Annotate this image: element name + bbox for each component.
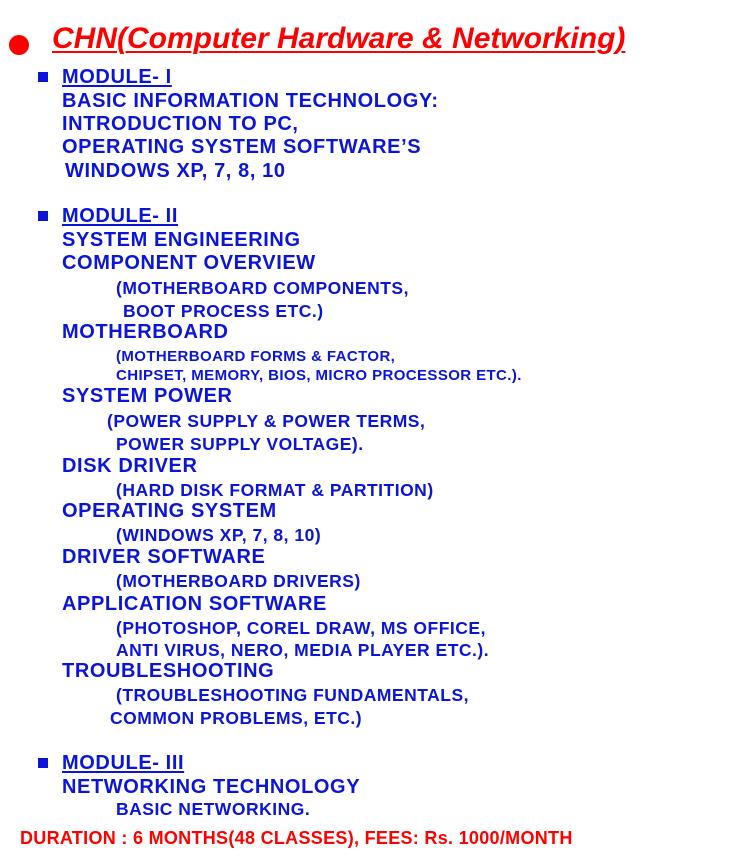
module-2-detail: (PHOTOSHOP, COREL DRAW, MS OFFICE, <box>116 618 486 638</box>
module-1-line: WINDOWS XP, 7, 8, 10 <box>65 160 286 182</box>
module-2-detail: (MOTHERBOARD FORMS & FACTOR, <box>116 348 396 365</box>
module-2-detail: POWER SUPPLY VOLTAGE). <box>116 434 364 454</box>
duration-fees-footer: DURATION : 6 MONTHS(48 CLASSES), FEES: Rs. 1000/MONTH <box>20 828 573 848</box>
page-title: CHN(Computer Hardware & Networking) <box>52 22 626 55</box>
module-2-bullet-icon <box>38 211 48 221</box>
module-2-detail: (POWER SUPPLY & POWER TERMS, <box>107 411 426 431</box>
module-2-heading: MODULE- II <box>62 205 178 227</box>
module-2-detail: (MOTHERBOARD COMPONENTS, <box>116 278 409 298</box>
module-1-line: OPERATING SYSTEM SOFTWARE’S <box>62 136 422 158</box>
module-3-bullet-icon <box>38 758 48 768</box>
module-2-topic: DISK DRIVER <box>62 455 198 477</box>
module-2-topic: SYSTEM ENGINEERING <box>62 229 301 251</box>
module-2-topic: TROUBLESHOOTING <box>62 660 275 682</box>
module-2-detail: BOOT PROCESS ETC.) <box>123 301 324 321</box>
module-1-bullet-icon <box>38 72 48 82</box>
module-2-detail: (WINDOWS XP, 7, 8, 10) <box>116 525 322 545</box>
module-1-line: INTRODUCTION TO PC, <box>62 113 299 135</box>
module-2-topic: COMPONENT OVERVIEW <box>62 252 316 274</box>
module-1-heading: MODULE- I <box>62 66 172 88</box>
module-1-line: BASIC INFORMATION TECHNOLOGY: <box>62 90 439 112</box>
module-2-topic: APPLICATION SOFTWARE <box>62 593 327 615</box>
module-2-detail: (TROUBLESHOOTING FUNDAMENTALS, <box>116 685 469 705</box>
module-3-detail: BASIC NETWORKING. <box>116 799 311 819</box>
module-2-detail: CHIPSET, MEMORY, BIOS, MICRO PROCESSOR ETC.). <box>116 367 522 384</box>
module-2-topic: OPERATING SYSTEM <box>62 500 277 522</box>
module-2-detail: (HARD DISK FORMAT & PARTITION) <box>116 480 434 500</box>
module-3-heading: MODULE- III <box>62 752 185 774</box>
module-3-topic: NETWORKING TECHNOLOGY <box>62 776 361 798</box>
module-2-topic: DRIVER SOFTWARE <box>62 546 266 568</box>
module-2-topic: SYSTEM POWER <box>62 385 233 407</box>
module-2-detail: ANTI VIRUS, NERO, MEDIA PLAYER ETC.). <box>116 640 490 660</box>
module-2-detail: (MOTHERBOARD DRIVERS) <box>116 571 361 591</box>
module-2-detail: COMMON PROBLEMS, ETC.) <box>110 708 363 728</box>
module-2-topic: MOTHERBOARD <box>62 321 229 343</box>
title-bullet-dot <box>9 35 29 55</box>
